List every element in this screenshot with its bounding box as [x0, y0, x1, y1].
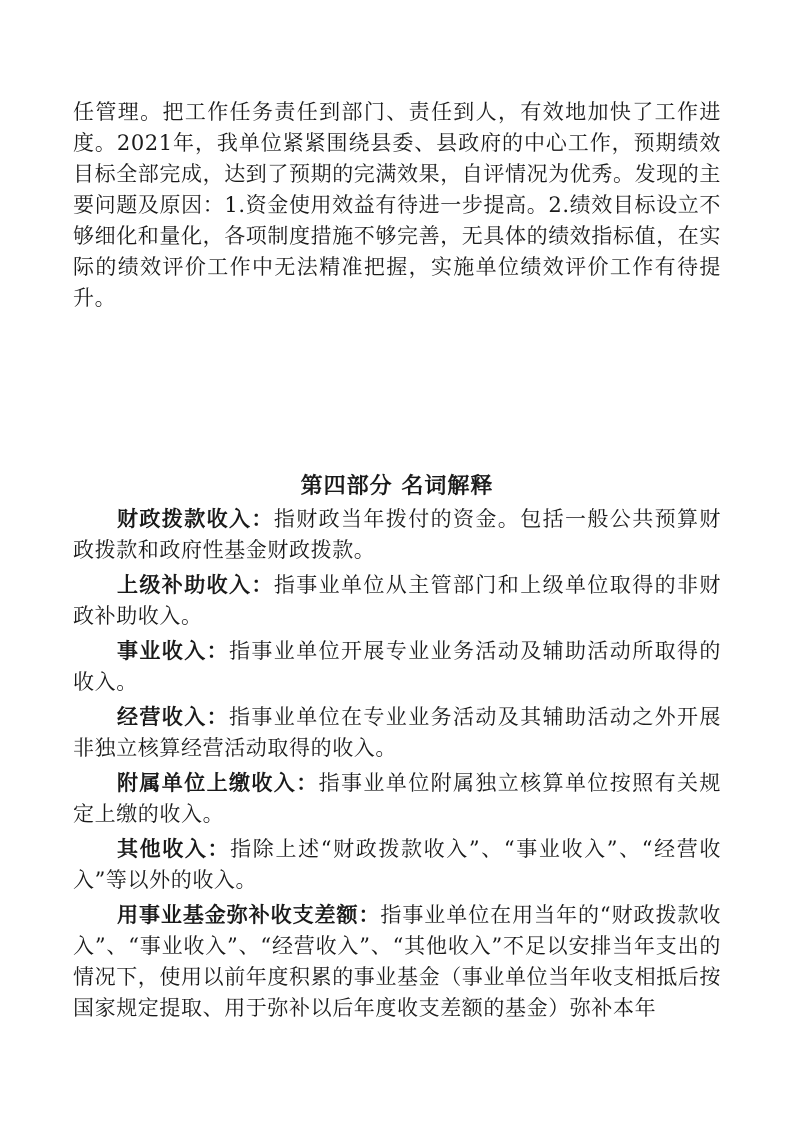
- definition-term: 上级补助收入：: [117, 573, 274, 597]
- definition-term: 财政拨款收入：: [117, 507, 274, 531]
- definition-text: 指事业单位在专业业务活动及其辅助活动之外开展非独立核算经营活动取得的收入。: [73, 705, 721, 760]
- definition-item: [73, 504, 721, 566]
- definition-text: 指事业单位附属独立核算单位按照有关规定上缴的收入。: [73, 771, 721, 826]
- definition-item: [73, 768, 721, 830]
- section-title: 第四部分 名词解释: [300, 474, 494, 499]
- definition-item: [73, 834, 721, 896]
- definition-term: 用事业基金弥补收支差额：: [117, 903, 381, 927]
- definition-text: 指事业单位从主管部门和上级单位取得的非财政补助收入。: [73, 573, 722, 628]
- definition-text: 指除上述“财政拨款收入”、“事业收入”、“经营收入”等以外的收入。: [73, 837, 722, 892]
- definition-text: 指事业单位在用当年的“财政拨款收入”、“事业收入”、“经营收入”、“其他收入”不足以安排当年支出的情况下，使用以前年度积累的事业基金（事业单位当年收支相抵后按国家规定提取、用于弥补以后年度收支差额的基金）弥补本年: [73, 903, 721, 1020]
- intro-paragraph: 任管理。把工作任务责任到部门、责任到人，有效地加快了工作进度。2021年，我单位紧紧围绕县委、县政府的中心工作，预期绩效目标全部完成，达到了预期的完满效果，自评情况为优秀。发现的主要问题及原因：1.资金使用效益有待进一步提高。2.绩效目标设立不够细化和量化，各项制度措施不够完善，无具体的绩效指标值，在实际的绩效评价工作中无法精准把握，实施单位绩效评价工作有待提升。: [73, 100, 721, 310]
- definition-text: 指事业单位开展专业业务活动及辅助活动所取得的收入。: [73, 639, 721, 694]
- definition-item: [73, 636, 721, 698]
- definition-text: 指财政当年拨付的资金。包括一般公共预算财政拨款和政府性基金财政拨款。: [73, 507, 722, 562]
- definition-item: [73, 900, 721, 1024]
- definition-term: 事业收入：: [117, 639, 229, 663]
- definitions-list: [73, 504, 721, 1028]
- definition-term: 附属单位上缴收入：: [117, 771, 319, 795]
- definition-item: [73, 570, 721, 632]
- definition-term: 其他收入：: [117, 837, 231, 861]
- definition-item: [73, 702, 721, 764]
- definition-term: 经营收入：: [117, 705, 229, 729]
